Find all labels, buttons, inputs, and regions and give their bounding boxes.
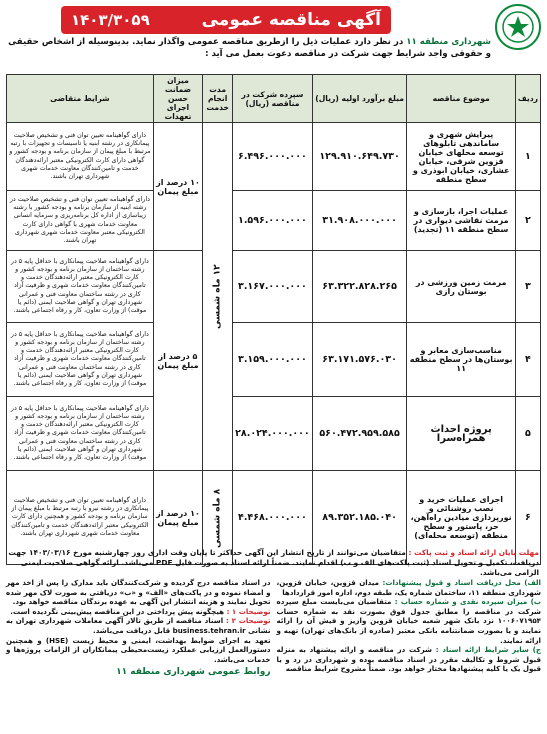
col-header-guarantee: میزان ضمانت حسن اجرای تعهدات — [153, 75, 202, 123]
deadline-label: مهلت پایان ارائه اسناد و ثبت پاکت : — [408, 548, 539, 557]
col-header-row: ردیف — [515, 75, 540, 123]
row-estimate: ۵۶۰.۴۷۲.۹۵۹.۵۸۵ — [312, 397, 407, 471]
row-conditions: دارای گواهینامه صلاحیت پیمانکاری با حداقل پایه ۵ در رشته ساختمان از سازمان برنامه و بودجه کشور و کارت الکترونیکی معتبر ارائه‌دهندگان خدمت و تامین‌کنندگان معاونت خدمات شهری و ظرفیت آزاد کاری در رشته ساختمان معاونت فنی و عمرانی شهرداری تهران و گواهی صلاحیت ایمنی (دائم یا موقت) از وزارت تعاون، کار و رفاه اجتماعی باشند. — [7, 251, 154, 323]
row-subject: عملیات اجرا، بازسازی و مرمت نقاشی دیواری در سطح منطقه ۱۱ (تجدید) — [407, 191, 515, 251]
row-conditions: دارای گواهینامه صلاحیت پیمانکاری با حداقل پایه ۵ در رشته ساختمان از سازمان برنامه و بودجه کشور و کارت الکترونیکی معتبر ارائه‌دهندگان خدمت و تامین‌کنندگان معاونت خدمات شهری و ظرفیت آزاد کاری در رشته ساختمان معاونت فنی و عمرانی شهرداری تهران و گواهی صلاحیت ایمنی (دائم یا موقت) از وزارت تعاون، کار و رفاه اجتماعی باشند. — [7, 323, 154, 397]
row-subject: پیرایش شهری و ساماندهی تابلوهای توسعه محلهای خیابان قزوین شرقی، خیابان عشاری، خیابان ابوذری و سطح منطقه — [407, 123, 515, 191]
row-number: ۴ — [515, 323, 540, 397]
note-2-text: اسناد مناقصه از طریق تالار آگهی معاملات شهرداری تهران به نشانی — [6, 616, 271, 635]
row-deposit: ۳.۱۵۹.۰۰۰.۰۰۰ — [233, 323, 313, 397]
header — [6, 4, 541, 59]
section-a-text: میدان قزوین، خیابان قزوین، شهرداری منطقه ۱۱، ساختمان شماره یک، طبقه دوم، اداره امور قراردادها — [276, 578, 541, 597]
website-link[interactable]: business.tehran.ir — [172, 625, 246, 635]
row-conditions: دارای گواهینامه تعیین توان فنی و تشخیص صلاحیت پیمانکاری در رشته نیرو با رتبه مرتبط با مبلغ پیمان از سازمان برنامه و بودجه کشور و همچنین دارای کارت الکترونیکی معتبر ارائه‌دهندگان خدمت و تامین‌کنندگان معاونت خدمات شهری شهرداری تهران باشند. — [7, 471, 154, 565]
row-estimate: ۶۳.۱۷۱.۵۷۶.۰۳۰ — [312, 323, 407, 397]
deadline-text: متقاضیان می‌توانند از تاریخ انتشار این آگهی حداکثر تا پایان وقت اداری روز چهارشنبه مورخ ۱۴۰۳/۰۳/۱۶ جهت دریافت، تکمیل و تحویل اسناد (ثبت پاکت‌های الف و ب) اقدام نمایند. ضمناً ارائه اسناد به صورت فایل PDF می‌باشد. — [8, 548, 539, 567]
table-row — [7, 191, 541, 251]
row-number: ۶ — [515, 471, 540, 565]
table-row — [7, 397, 541, 471]
section-c-text: شرکت در مناقصه و ارائه پیشنهاد به منزله قبول شروط و تکالیف مقرر در اسناد مناقصه بوده و شهرداری در رد و یا قبول یک یا کلیه پیشنهادها مختار خواهد بود. ضمناً مشروح شرایط مناقصه — [276, 645, 541, 674]
col-header-subject: موضوع مناقصه — [407, 75, 515, 123]
section-a-label: الف) محل دریافت اسناد و قبول پیشنهادات: — [382, 578, 541, 587]
deadline-section — [6, 548, 539, 578]
note-1-label: توضیحات ۱ : — [226, 606, 271, 616]
table-header-row — [7, 75, 541, 123]
tehran-municipality-logo — [495, 4, 541, 50]
note-1-text: هیچگونه پیش پرداختی در این مناقصه پیش‌بینی نگردیده است. — [10, 606, 225, 616]
row-estimate: ۳۱.۹۰۸.۰۰۰.۰۰۰ — [312, 191, 407, 251]
row-conditions: دارای گواهینامه تعیین توان فنی و تشخیص صلاحیت در رشته ابنیه از سازمان برنامه و بودجه کشور با رشته زیباسازی از اداره کل برنامه‌ریزی و سرمایه انسانی معاونت خدمات شهری یا گواهی دارای کارت الکترونیکی معتبر معاونت خدمات شهری شهرداری تهران باشند. — [7, 191, 154, 251]
row-conditions: دارای گواهینامه تعیین توان فنی و تشخیص صلاحیت پیمانکاری در رشته ابنیه یا تاسیسات و تجهیزات با رتبه مرتبط با مبلغ پیمان از سازمان برنامه و بودجه کشور و گواهی دارای کارت الکترونیکی معتبر ارائه‌دهندگان خدمت و تامین‌کنندگان معاونت خدمات شهری شهرداری تهران باشند. — [7, 123, 154, 191]
hse-text: تعهد به اجرای ضوابط بهداشت، ایمنی و محیط زیست (HSE) و همچنین دستورالعمل ارزیابی عملکرد زیست‌محیطی پیمانکاران از الزامات پروژه‌ها و خدمات می‌باشد. — [6, 635, 271, 664]
row-subject: مرمت زمین ورزشی در بوستان رازی — [407, 251, 515, 323]
note-2-label: توضیحات ۲ : — [225, 616, 271, 626]
row-deposit: ۳.۱۶۷.۰۰۰.۰۰۰ — [233, 251, 313, 323]
title-banner — [61, 6, 391, 34]
row-number: ۲ — [515, 191, 540, 251]
row-deposit: ۶.۴۹۶.۰۰۰.۰۰۰ — [233, 123, 313, 191]
row-deposit: ۴.۴۶۸.۰۰۰.۰۰۰ — [233, 471, 313, 565]
row-subject: پروژه احداث همراه‌سرا — [407, 397, 515, 471]
row-number: ۱ — [515, 123, 540, 191]
org-name: شهرداری منطقه ۱۱ — [406, 37, 491, 47]
col-header-deposit: سپرده شرکت در مناقصه (ریال) — [233, 75, 313, 123]
section-b-text: متقاضیان می‌بایست مبلغ سپرده شرکت در مناقصه را مطابق جدول فوق بصورت نقد به شماره حساب ۱۰۰۶۰۷۱۹۵۴ نزد بانک شهر شعبه خیابان قزوین واریز و فیش آن را ارائه نمایند و یا بصورت ضمانتنامه بانکی معتبر (صادره از بانک‌های تهران) تهیه و ارائه نمایند. — [276, 597, 541, 645]
row-subject: اجرای عملیات خرید و نصب روشنائی و نورپردازی میادین راه‌آهن، حر، پاستور و سطح منطقه (توسعه محله‌ای) — [407, 471, 515, 565]
note-2-tail: قابل دریافت می‌باشد. — [93, 625, 171, 635]
logo-emblem-icon — [501, 10, 535, 44]
public-relations-footer: روابط عمومی شهرداری منطقه ۱۱ — [116, 667, 271, 678]
section-c-continued: در اسناد مناقصه درج گردیده و شرکت‌کنندگان باید مدارک را پس از اخذ مهر و امضاء نموده و در پاکت‌های «الف» و «ب» دریافتی به صورت لاک مهر شده تحویل نمایند و هزینه انتشار این آگهی به عهده برندگان مناقصه خواهد بود. — [6, 578, 271, 607]
tender-table — [6, 74, 541, 565]
col-header-duration: مدت انجام خدمت — [203, 75, 233, 123]
row-estimate: ۸۹.۳۵۲.۱۸۵.۰۴۰ — [312, 471, 407, 565]
ad-number: ۱۴۰۳/۳۰۵۹ — [71, 11, 150, 29]
guarantee-5-percent: ۵ درصد از مبلغ پیمان — [153, 251, 202, 471]
duration-12-months: ۱۲ ماه شمسی — [203, 123, 233, 471]
col-header-estimate: مبلغ برآورد اولیه (ریال) — [312, 75, 407, 123]
guarantee-10-percent: ۱۰ درصد از مبلغ پیمان — [153, 123, 202, 251]
row-estimate: ۱۲۹.۹۱۰.۶۴۹.۷۳۰ — [312, 123, 407, 191]
section-b-label: ب) میزان سپرده نقدی و شماره حساب : — [394, 597, 541, 607]
duration-8-months: ۸ ماه شمسی — [203, 471, 233, 565]
row-subject: مناسب‌سازی معابر و بوستان‌ها در سطح منطقه ۱۱ — [407, 323, 515, 397]
bottom-left-column — [6, 578, 271, 730]
col-header-conditions: شرایط متقاضی — [7, 75, 154, 123]
table-row — [7, 251, 541, 323]
ad-title: آگهی مناقصه عمومی — [201, 10, 381, 30]
row-deposit: ۲۸.۰۲۴.۰۰۰.۰۰۰ — [233, 397, 313, 471]
guarantee-10-percent-row6: ۱۰ درصد از مبلغ پیمان — [153, 471, 202, 565]
bottom-right-column — [277, 578, 542, 730]
row-number: ۳ — [515, 251, 540, 323]
row-estimate: ۶۳.۳۲۲.۸۲۸.۲۶۵ — [312, 251, 407, 323]
table-row — [7, 123, 541, 191]
row-deposit: ۱.۵۹۶.۰۰۰.۰۰۰ — [233, 191, 313, 251]
bottom-section — [6, 578, 541, 730]
intro-text — [6, 36, 491, 60]
table-row — [7, 323, 541, 397]
intro-body: در نظر دارد عملیات ذیل را ازطریق مناقصه عمومی واگذار نماید. بدینوسیله از اشخاص حقیقی و حقوقی واجد شرایط جهت شرکت در مناقصه دعوت بعمل می آید : — [8, 37, 491, 59]
row-conditions: دارای گواهینامه صلاحیت پیمانکاری با حداقل پایه ۵ در رشته ساختمان از سازمان برنامه و بودجه کشور و کارت الکترونیکی معتبر ارائه‌دهندگان خدمت و تامین‌کنندگان معاونت خدمات شهری و ظرفیت آزاد کاری در رشته ساختمان معاونت فنی و عمرانی شهرداری تهران و گواهی صلاحیت ایمنی (دائم یا موقت) از وزارت تعاون، کار و رفاه اجتماعی باشند. — [7, 397, 154, 471]
section-c-label: ج) سایر شرایط ارائه اسناد : — [435, 645, 541, 655]
deadline-note: ارائه گواهی صلاحیت ایمنی الزامی می‌باشد. — [20, 558, 539, 577]
row-number: ۵ — [515, 397, 540, 471]
